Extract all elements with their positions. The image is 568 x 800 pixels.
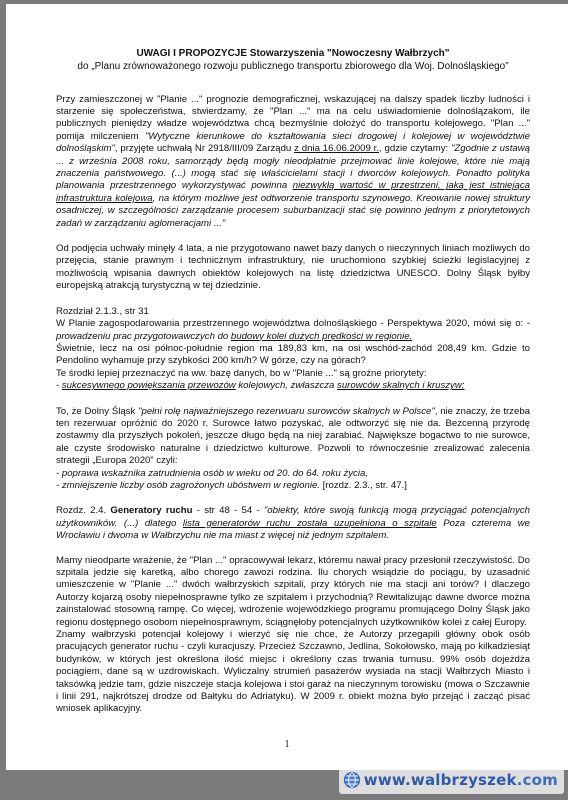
document-page bbox=[6, 4, 568, 770]
walbrzyszek-watermark bbox=[339, 766, 564, 794]
paragraph-5: Rozdz. 2.4. Generatory ruchu - str 48 - 54 - "obiekty, które swoją funkcją mogą przyciągać potencjalnych użytkowników. (...) dlatego lista generatorów ruchu została uzupełniona o szpitale Poza czterema we Wrocławiu i dwoma w Wałbrzychu nie ma miast z więcej niż jednym szpitalem. bbox=[56, 505, 530, 542]
globe-logo-icon bbox=[343, 771, 361, 789]
paragraph-4: To, że Dolny Śląsk "pełni rolę najważniejszego rezerwuaru surowców skalnych w Polsce", nie znaczy, że trzeba ten rezerwuar opróżnić do 2020 r. Surowce łatwo pozyskać, ale odtworzyć się nie da. Bezcenną przyrodę zostawmy dla przyszłych pokoleń, jeszcze długo będą na niej zarabiać. Największe bogactwo to nie surowce, ale czyste środowisko naturalne i dziedzictwo kulturowe. Pozwoli to równocześnie zrealizować zalecenia strategii „Europa 2020” czyli: - poprawa wskaźnika zatrudnienia osób w wieku od 20. do 64. roku życia, - zmniejszenie liczby osób zagrożonych ubóstwem w regionie. [rozdz. 2.3., str. 47.] bbox=[56, 405, 530, 491]
paragraph-2: Od podjęcia uchwały minęły 4 lata, a nie przygotowano nawet bazy danych o nieczynnych liniach możliwych do przejęcia, stanie prawnym i technicznym infrastruktury, nie uruchomiono szybkiej ścieżki legislacyjnej z możliwością wpisania dawnych obiektów kolejowych na listę dziedzictwa UNESCO. Dolny Śląsk byłby europejską atrakcją turystyczną w tej dziedzinie. bbox=[56, 243, 530, 292]
section-heading-2-1-3: Rozdział 2.1.3., str 31 bbox=[56, 305, 149, 317]
page-number: 1 bbox=[284, 739, 290, 750]
paragraph-1: Przy zamieszczonej w "Planie ..." prognozie demograficznej, wskazującej na dalszy spadek liczby ludności i starzenie się społeczeństwa, stwierdzamy, że "Plan ..." ma na celu uświadomienie dolnoślązakom, ile publicznych pieniędzy władze województwa chcą bezmyślnie dołożyć do transportu kolejowego. "Plan ..." pomija milczeniem "Wytyczne kierunkowe do kształtowania sieci drogowej i kolejowej w województwie dolnośląskim", przyjęte uchwałą Nr 2918/III/09 Zarządu z dnia 16.06.2009 r., gdzie czytamy: "Zgodnie z ustawą ... z września 2008 roku, samorządy będą mogły nieodpłatnie przejmować linie kolejowe, które nie mają znaczenia państwowego. (...) mogą stać się właścicielami stacji i dworców kolejowych. Ponadto polityka planowania przestrzennego wykorzystywać powinna niezwykłą wartość w przestrzeni, jaką jest istniejąca infrastruktura kolejowa, na którym możliwe jest odtworzenie transportu szynowego. Kreowanie nowej struktury osadniczej, w szczególności zarządzanie procesem suburbanizacji stać się powinno jednym z priorytetowych zadań w zarządzaniu aglomeracjami ..." bbox=[56, 93, 530, 229]
title-subtitle: do „Planu zrównoważonego rozwoju publicznego transportu zbiorowego dla Woj. Dolnośląskiego” bbox=[77, 60, 509, 72]
paragraph-3: Rozdział 2.1.3., str 31 W Planie zagospodarowania przestrzennego województwa dolnośląskiego - Perspektywa 2020, mówi się o: - prowadzeniu prac przygotowawczych do budowy kolei dużych prędkości w regionie. Świetnie, lecz na osi północ-południe region ma 189,83 km, na osi wschód-zachód 208,49 km. Gdzie to Pendolino wyhamuje przy szybkości 200 km/h? W górze, czy na górach? Te środki lepiej przeznaczyć na ww. bazę danych, bo w "Planie ..." są groźne priorytety: - sukcesywnego powiększania przewozów kolejowych, zwłaszcza surowców skalnych i kruszyw; bbox=[56, 305, 530, 392]
paragraph-6: Mamy nieodparte wrażenie, że "Plan ..." opracowywał lekarz, któremu nawał pracy przesłonił rzeczywistość. Do szpitala jedzie się karetką, albo chorego zawozi rodzina. Ilu chorych wsiądzie do pociągu, by uzasadnić umieszczenie w "Planie ..." dwóch wałbrzyskich szpitali, przy których nie ma stacji ani torów? I dlaczego Autorzy kojarzą osoby niepełnosprawne tylko ze szpitalem i przychodnią? Rewitalizując dawne dworce można zainstalować stosowną rampę. Co więcej, wdrożenie wojewódzkiego programu promującego Dolny Śląsk jako regionu dostępnego osobom niepełnosprawnym, ściągnęłoby potencjalnych użytkowników kolei z całej Europy. Znamy wałbrzyski potencjał kolejowy i wierzyć się nie chce, że Autorzy przegapili główny obok osób pracujących generator ruchu - czyli kuracjuszy. Przecież Szczawno, Jedlina, Sokołowsko, mają po kilkadziesiąt budynków, w których jest określona ilość miejsc i określony czas trwania turnusu. 99% osób dojeżdża pociągiem, dane są w uzdrowiskach. Wyliczalny strumień pasażerów wysiada na stacji Wałbrzych Miasto i taksówką jedzie tam, gdzie niszczeje stacja kolejowa i stoi garaż na nieczynnym torowisku (mowa o Szczawnie i linii 291, najkrótszej drodze od Bałtyku do Adriatyku). W 2009 r. obiekt można było przejąć i zacząć pisać wniosek aplikacyjny. bbox=[56, 554, 530, 715]
watermark-text: www.walbrzyszek.com bbox=[363, 771, 558, 789]
document-title bbox=[56, 48, 530, 74]
document-body bbox=[56, 48, 530, 716]
title-main: UWAGI I PROPOZYCJE Stowarzyszenia "Nowoczesny Wałbrzych" bbox=[136, 48, 450, 59]
generatory-ruchu-heading: Generatory ruchu bbox=[110, 505, 193, 517]
